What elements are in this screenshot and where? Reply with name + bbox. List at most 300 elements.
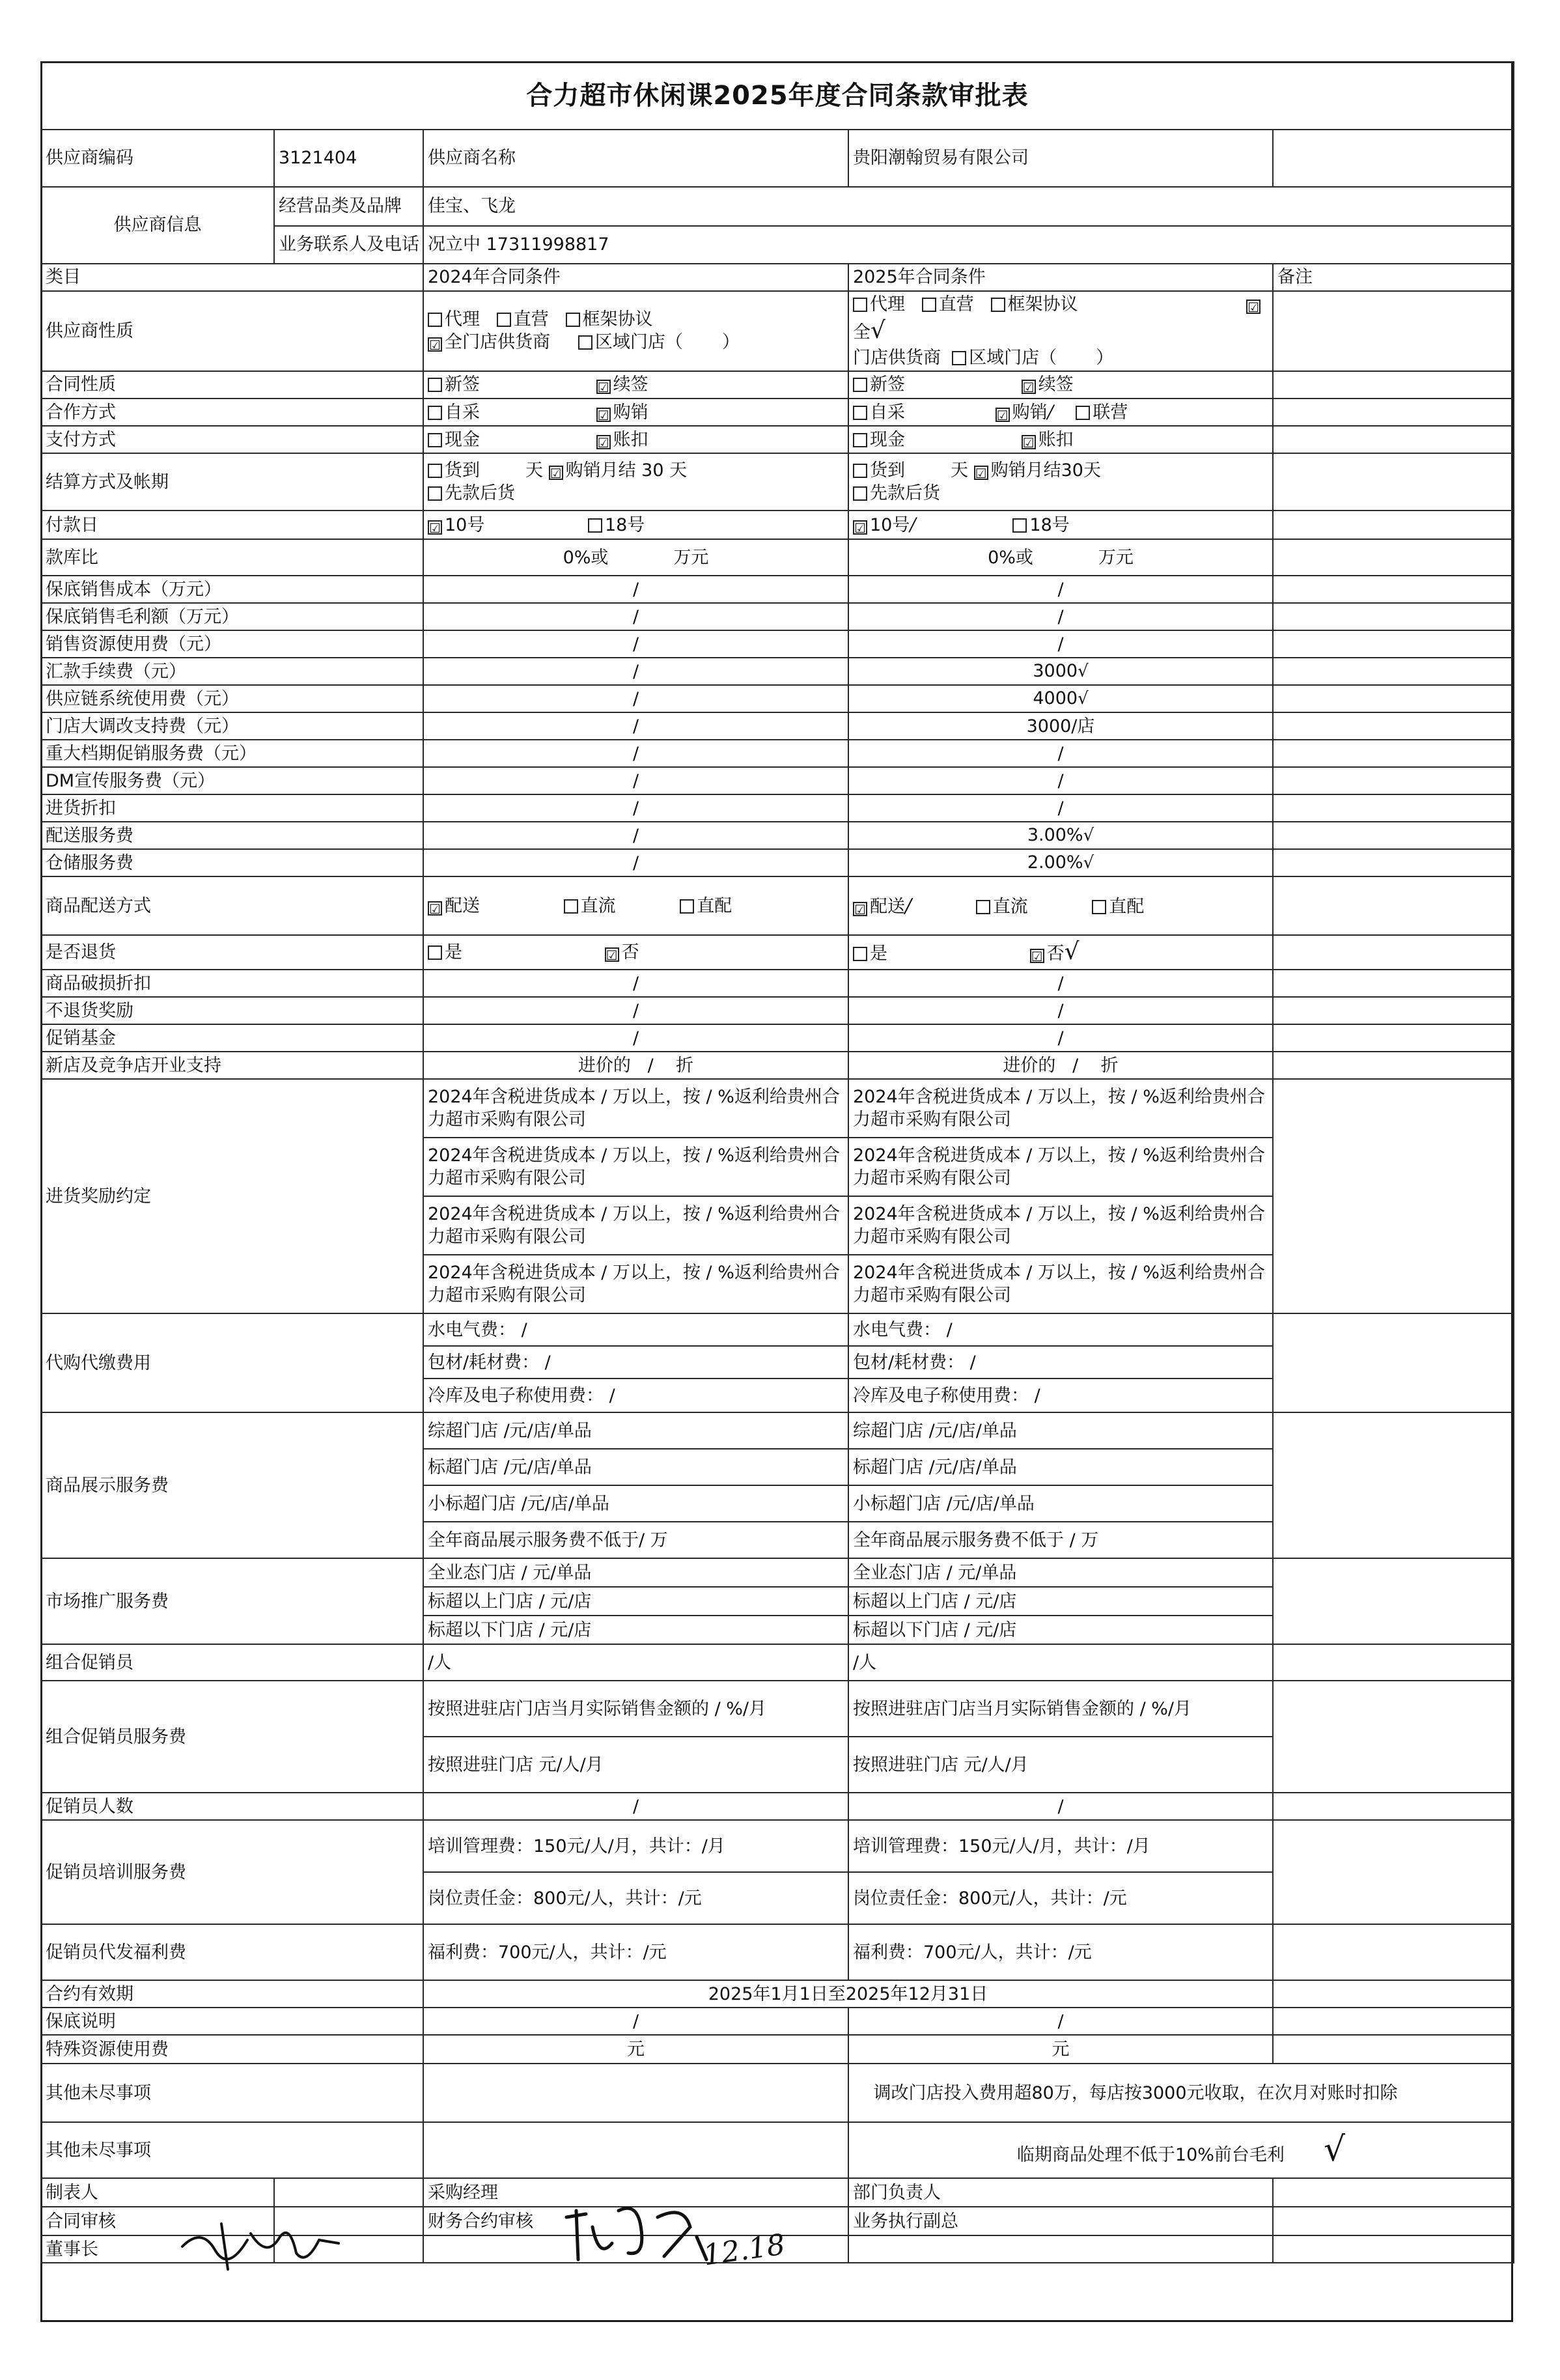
maker-signature[interactable] xyxy=(274,2178,423,2207)
return-yes-text-2025: 是 xyxy=(870,944,887,964)
rebate-2024: 2024年含税进货成本 / 万以上，按 / %返利给贵州合力超市采购有限公司 xyxy=(423,1138,848,1196)
settle-label: 结算方式及帐期 xyxy=(41,453,423,511)
nature-note xyxy=(1273,291,1514,371)
promo-market-note xyxy=(1273,1558,1514,1644)
dist-text: 配送 xyxy=(445,895,480,916)
fee-row-2025: / xyxy=(848,740,1273,767)
d18-checkbox[interactable] xyxy=(588,518,602,533)
self-checkbox-2025[interactable] xyxy=(853,406,867,420)
vp-label: 业务执行副总 xyxy=(848,2207,1273,2235)
fee-row-note xyxy=(1273,794,1514,822)
supplier-info-label: 供应商信息 xyxy=(41,187,274,264)
display-label: 商品展示服务费 xyxy=(41,1412,423,1558)
handwritten-tick-icon: √ xyxy=(1078,689,1089,709)
fee-row-label: 销售资源使用费（元） xyxy=(41,630,423,658)
guarantee-2024: / xyxy=(423,2008,848,2035)
d18-checkbox-2025[interactable] xyxy=(1012,518,1027,533)
supplier-code[interactable]: 3121404 xyxy=(274,130,423,187)
new-checkbox[interactable] xyxy=(428,378,442,392)
agent-text-2025: 代理 xyxy=(870,294,905,315)
contract-type-2025 xyxy=(848,371,1273,399)
joint-text-2025: 联营 xyxy=(1093,402,1128,423)
direct-flow-checkbox-2025[interactable] xyxy=(976,900,990,914)
other1-2024 xyxy=(423,2064,848,2122)
validity-label: 合约有效期 xyxy=(41,1980,423,2008)
display-l1-2025: 综超门店 /元/店/单品 xyxy=(848,1412,1273,1449)
header-2024: 2024年合同条件 xyxy=(423,264,848,291)
dist-text-2025: 配送 xyxy=(870,896,905,917)
prepay-text-2025: 先款后货 xyxy=(870,483,940,504)
region-checkbox-2025[interactable] xyxy=(952,351,966,365)
mid-row-label: 不退货奖励 xyxy=(41,997,423,1024)
agent-checkbox[interactable] xyxy=(428,313,442,327)
validity-value: 2025年1月1日至2025年12月31日 xyxy=(423,1980,1273,2008)
fee-row-2025: / xyxy=(848,794,1273,822)
direct-delivery-checkbox[interactable] xyxy=(680,899,694,914)
handwritten-tick-icon: / xyxy=(910,514,916,536)
direct-flow-checkbox[interactable] xyxy=(564,899,578,914)
new-store-label: 新店及竞争店开业支持 xyxy=(41,1052,423,1079)
direct-text: 直营 xyxy=(513,309,549,330)
new-store-post: 折 xyxy=(676,1055,694,1076)
promoter-count-2025: / xyxy=(848,1793,1273,1820)
coop-2025 xyxy=(848,399,1273,426)
cash-checkbox-2025[interactable] xyxy=(853,433,867,447)
d10-checkbox-2025[interactable]: ☑ xyxy=(853,520,867,535)
agency-cold-2025: 冷库及电子称使用费： / xyxy=(848,1379,1273,1412)
nature-label: 供应商性质 xyxy=(41,291,423,371)
new-store-pre: 进价的 xyxy=(578,1055,631,1076)
guarantee-label: 保底说明 xyxy=(41,2008,423,2035)
settle-2024 xyxy=(423,453,848,511)
cash-text-2025: 现金 xyxy=(870,429,905,450)
renew-checkbox-2025[interactable]: ☑ xyxy=(1022,380,1036,394)
prepay-text: 先款后货 xyxy=(445,483,515,504)
fee-row-label: 重大档期促销服务费（元） xyxy=(41,740,423,767)
contract-type-note xyxy=(1273,371,1514,399)
supplier-code-label: 供应商编码 xyxy=(41,130,274,187)
promo-market-l1-2024: 全业态门店 / 元/单品 xyxy=(423,1558,848,1587)
storage-fee-value: 2.00% xyxy=(1027,852,1083,873)
rebate-label: 进货奖励约定 xyxy=(41,1079,423,1313)
brand-label: 经营品类及品牌 xyxy=(274,187,423,226)
fee-row-label: 配送服务费 xyxy=(41,822,423,849)
other1-label: 其他未尽事项 xyxy=(41,2064,423,2122)
guarantee-2025: / xyxy=(848,2008,1273,2035)
account-text: 账扣 xyxy=(613,429,648,450)
other2-2024 xyxy=(423,2122,848,2178)
supplier-name-extra xyxy=(1273,130,1514,187)
welfare-note xyxy=(1273,1924,1514,1980)
system-fee-value: 4000 xyxy=(1033,688,1078,709)
fee-row-2025: 3000/店 xyxy=(848,712,1273,740)
header-category: 类目 xyxy=(41,264,423,291)
display-l2-2024: 标超门店 /元/店/单品 xyxy=(423,1449,848,1485)
all-store-checkbox[interactable]: ☑ xyxy=(428,337,442,352)
mid-row-2024: / xyxy=(423,970,848,997)
region-text-2025: 区域门店（ xyxy=(969,347,1057,368)
supplier-name[interactable]: 贵阳潮翰贸易有限公司 xyxy=(848,130,1273,187)
display-l1-2024: 综超门店 /元/店/单品 xyxy=(423,1412,848,1449)
brand-value[interactable]: 佳宝、飞龙 xyxy=(423,187,1514,226)
all-store-checkbox-2025[interactable]: ☑ xyxy=(1246,300,1261,314)
fee-row-label: 仓储服务费 xyxy=(41,849,423,876)
buy-checkbox[interactable]: ☑ xyxy=(596,408,611,422)
group-fee-l1-2025: 按照进驻店门店当月实际销售金额的 / %/月 xyxy=(848,1681,1273,1737)
vp-signature[interactable] xyxy=(1273,2207,1514,2235)
buyer-label: 采购经理 xyxy=(423,2178,848,2207)
return-yes-text: 是 xyxy=(445,942,462,963)
nature-2024 xyxy=(423,291,848,371)
delivery-2025 xyxy=(848,876,1273,935)
maker-handwritten-signature xyxy=(176,2220,345,2273)
special-2024: 元 xyxy=(423,2035,848,2064)
fee-row-2025 xyxy=(848,658,1273,685)
rebate-2025: 2024年含税进货成本 / 万以上，按 / %返利给贵州合力超市采购有限公司 xyxy=(848,1255,1273,1313)
payday-2025 xyxy=(848,511,1273,539)
rebate-2025: 2024年含税进货成本 / 万以上，按 / %返利给贵州合力超市采购有限公司 xyxy=(848,1138,1273,1196)
cash-text: 现金 xyxy=(445,429,480,450)
new-store-2024 xyxy=(423,1052,848,1079)
cod-checkbox-2025[interactable] xyxy=(853,464,867,478)
handwritten-tick-icon: √ xyxy=(1078,662,1089,682)
group-fee-l1-2024: 按照进驻店门店当月实际销售金额的 / %/月 xyxy=(423,1681,848,1737)
framework-text: 框架协议 xyxy=(582,309,653,330)
ratio-label: 款库比 xyxy=(41,539,423,576)
framework-text-2025: 框架协议 xyxy=(1007,294,1078,315)
fee-row-note xyxy=(1273,712,1514,740)
returns-2025 xyxy=(848,935,1273,970)
fee-row-note xyxy=(1273,740,1514,767)
prepay-checkbox-2025[interactable] xyxy=(853,486,867,501)
delivery-fee-value: 3.00% xyxy=(1027,825,1083,846)
other1-2025: 调改门店投入费用超80万，每店按3000元收取，在次月对账时扣除 xyxy=(848,2064,1514,2122)
contract-type-label: 合同性质 xyxy=(41,371,423,399)
handwritten-tick-icon: √ xyxy=(1064,938,1079,966)
fee-row-note xyxy=(1273,576,1514,603)
display-l2-2025: 标超门店 /元/店/单品 xyxy=(848,1449,1273,1485)
fee-row-2024: / xyxy=(423,685,848,712)
fee-row-2025 xyxy=(848,849,1273,876)
payday-label: 付款日 xyxy=(41,511,423,539)
mid-row-label: 促销基金 xyxy=(41,1024,423,1052)
gm-blank-note xyxy=(1273,2235,1514,2263)
rebate-2024: 2024年含税进货成本 / 万以上，按 / %返利给贵州合力超市采购有限公司 xyxy=(423,1255,848,1313)
handwritten-tick-icon: √ xyxy=(1083,853,1094,873)
fee-row-note xyxy=(1273,603,1514,630)
rebate-2024: 2024年含税进货成本 / 万以上，按 / %返利给贵州合力超市采购有限公司 xyxy=(423,1196,848,1255)
new-store-2025 xyxy=(848,1052,1273,1079)
d10-text: 10号 xyxy=(445,514,485,535)
fee-row-label: 保底销售毛利额（万元） xyxy=(41,603,423,630)
fee-row-label: DM宣传服务费（元） xyxy=(41,767,423,794)
validity-note xyxy=(1273,1980,1514,2008)
settle-2025 xyxy=(848,453,1273,511)
special-2025: 元 xyxy=(848,2035,1273,2064)
fee-row-2025: / xyxy=(848,630,1273,658)
renew-text-2025: 续签 xyxy=(1038,374,1074,395)
welfare-2024: 福利费：700元/人，共计：/元 xyxy=(423,1924,848,1980)
special-label: 特殊资源使用费 xyxy=(41,2035,423,2064)
ratio-unit-2025: 万元 xyxy=(1098,547,1134,568)
cod-text: 货到 xyxy=(445,460,480,481)
region-end-2025: ） xyxy=(1096,347,1114,368)
contact-value[interactable]: 况立中 17311998817 xyxy=(423,226,1514,264)
joint-checkbox-2025[interactable] xyxy=(1076,406,1090,420)
monthly-checkbox[interactable]: ☑ xyxy=(549,466,563,480)
all-store-text: 全门店供货商 xyxy=(445,332,550,353)
group-fee-note xyxy=(1273,1681,1514,1793)
direct-checkbox[interactable] xyxy=(497,313,511,327)
direct-checkbox-2025[interactable] xyxy=(922,298,936,312)
remit-fee-value: 3000 xyxy=(1033,661,1078,682)
d10-text-2025: 10号 xyxy=(870,515,910,536)
return-no-text-2025: 否 xyxy=(1046,944,1065,964)
group-fee-label: 组合促销员服务费 xyxy=(41,1681,423,1793)
coop-note xyxy=(1273,399,1514,426)
fee-row-2024: / xyxy=(423,849,848,876)
fee-row-2024: / xyxy=(423,767,848,794)
welfare-2025: 福利费：700元/人，共计：/元 xyxy=(848,1924,1273,1980)
mid-row-2025: / xyxy=(848,1024,1273,1052)
payment-note xyxy=(1273,426,1514,453)
delivery-label: 商品配送方式 xyxy=(41,876,423,935)
direct-flow-text: 直流 xyxy=(580,895,616,916)
direct-delivery-text: 直配 xyxy=(697,895,732,916)
agency-cold-2024: 冷库及电子称使用费： / xyxy=(423,1379,848,1412)
return-no-checkbox[interactable]: ☑ xyxy=(605,947,619,962)
self-checkbox[interactable] xyxy=(428,406,442,420)
agency-packing-2025: 包材/耗材费： / xyxy=(848,1346,1273,1379)
agency-note xyxy=(1273,1313,1514,1412)
header-2025: 2025年合同条件 xyxy=(848,264,1273,291)
monthly-text: 购销月结 30 天 xyxy=(565,460,688,481)
direct-flow-text-2025: 直流 xyxy=(992,896,1028,917)
payment-label: 支付方式 xyxy=(41,426,423,453)
gm-label: 董事长 xyxy=(41,2235,274,2263)
dept-label: 部门负责人 xyxy=(848,2178,1273,2207)
framework-checkbox[interactable] xyxy=(566,313,580,327)
account-checkbox-2025[interactable]: ☑ xyxy=(1022,435,1036,449)
fee-row-2025: / xyxy=(848,767,1273,794)
buy-text: 购销 xyxy=(613,402,648,423)
direct-delivery-text-2025: 直配 xyxy=(1109,896,1145,917)
ratio-value-2025: 0%或 xyxy=(988,547,1033,568)
payment-2024 xyxy=(423,426,848,453)
rebate-2025: 2024年含税进货成本 / 万以上，按 / %返利给贵州合力超市采购有限公司 xyxy=(848,1196,1273,1255)
fee-row-2024: / xyxy=(423,658,848,685)
group-fee-l2-2024: 按照进驻门店 元/人/月 xyxy=(423,1737,848,1793)
form-title: 合力超市休闲课2025年度合同条款审批表 xyxy=(41,62,1514,130)
special-note xyxy=(1273,2035,1514,2064)
fee-row-note xyxy=(1273,849,1514,876)
framework-checkbox-2025[interactable] xyxy=(991,298,1005,312)
dist-checkbox-2025[interactable]: ☑ xyxy=(853,902,867,916)
fee-row-2024: / xyxy=(423,822,848,849)
returns-note xyxy=(1273,935,1514,970)
cash-checkbox[interactable] xyxy=(428,433,442,447)
fee-row-2024: / xyxy=(423,740,848,767)
fee-row-2024: / xyxy=(423,630,848,658)
new-text-2025: 新签 xyxy=(870,374,905,395)
ratio-value-2024: 0%或 xyxy=(563,547,609,568)
nature-2025 xyxy=(848,291,1273,371)
fee-row-2025: / xyxy=(848,603,1273,630)
gm-blank-2025 xyxy=(848,2235,1273,2263)
new-store-post-2025: 折 xyxy=(1100,1055,1119,1076)
dist-checkbox[interactable]: ☑ xyxy=(428,901,442,916)
fee-row-note xyxy=(1273,822,1514,849)
delivery-2024 xyxy=(423,876,848,935)
agency-packing-2024: 包材/耗材费： / xyxy=(423,1346,848,1379)
settle-note xyxy=(1273,453,1514,511)
handwritten-tick-icon: / xyxy=(1047,400,1054,423)
training-l2-2025: 岗位责任金：800元/人，共计：/元 xyxy=(848,1872,1273,1924)
new-text: 新签 xyxy=(445,374,480,395)
new-checkbox-2025[interactable] xyxy=(853,378,867,392)
approval-form xyxy=(40,61,1514,2263)
ratio-2025 xyxy=(848,539,1273,576)
coop-label: 合作方式 xyxy=(41,399,423,426)
return-no-checkbox-2025[interactable]: ☑ xyxy=(1030,949,1044,963)
region-checkbox[interactable] xyxy=(578,335,592,350)
group-promoter-2024: /人 xyxy=(423,1644,848,1681)
buy-checkbox-2025[interactable]: ☑ xyxy=(996,408,1010,422)
d18-text: 18号 xyxy=(604,514,645,535)
promo-market-l3-2024: 标超以下门店 / 元/店 xyxy=(423,1616,848,1644)
all-store-text-2025a: 全 xyxy=(853,322,871,343)
fee-row-note xyxy=(1273,685,1514,712)
new-store-slash-2025: / xyxy=(1072,1055,1079,1076)
maker-label: 制表人 xyxy=(41,2178,274,2207)
fee-row-note xyxy=(1273,658,1514,685)
header-note: 备注 xyxy=(1273,264,1514,291)
account-checkbox[interactable]: ☑ xyxy=(596,435,611,449)
group-promoter-2025: /人 xyxy=(848,1644,1273,1681)
d18-text-2025: 18号 xyxy=(1029,515,1070,536)
training-l1-2025: 培训管理费：150元/人/月，共计：/月 xyxy=(848,1820,1273,1872)
handwritten-tick-icon: / xyxy=(905,894,912,917)
fee-row-2025 xyxy=(848,685,1273,712)
promo-market-l2-2024: 标超以上门店 / 元/店 xyxy=(423,1587,848,1616)
rebate-note xyxy=(1273,1079,1514,1313)
promo-market-label: 市场推广服务费 xyxy=(41,1558,423,1644)
display-l3-2024: 小标超门店 /元/店/单品 xyxy=(423,1485,848,1522)
return-yes-checkbox-2025[interactable] xyxy=(853,947,867,961)
day-text: 天 xyxy=(525,460,543,481)
region-text: 区域门店（ xyxy=(594,332,683,353)
d10-checkbox[interactable]: ☑ xyxy=(428,520,442,535)
promoter-count-label: 促销员人数 xyxy=(41,1793,423,1820)
display-l4-2025: 全年商品展示服务费不低于 / 万 xyxy=(848,1522,1273,1558)
display-note xyxy=(1273,1412,1514,1558)
direct-text-2025: 直营 xyxy=(938,294,974,315)
fee-row-2024: / xyxy=(423,603,848,630)
fee-row-2025 xyxy=(848,822,1273,849)
cod-checkbox[interactable] xyxy=(428,464,442,478)
ratio-unit-2024: 万元 xyxy=(673,547,709,568)
day-text-2025: 天 xyxy=(951,460,968,481)
fee-row-label: 供应链系统使用费（元） xyxy=(41,685,423,712)
payday-note xyxy=(1273,511,1514,539)
return-no-text: 否 xyxy=(621,942,639,963)
handwritten-tick-icon: √ xyxy=(871,317,885,344)
training-l1-2024: 培训管理费：150元/人/月，共计：/月 xyxy=(423,1820,848,1872)
promo-market-l2-2025: 标超以上门店 / 元/店 xyxy=(848,1587,1273,1616)
agent-checkbox-2025[interactable] xyxy=(853,298,867,312)
welfare-label: 促销员代发福利费 xyxy=(41,1924,423,1980)
returns-2024 xyxy=(423,935,848,970)
renew-checkbox[interactable]: ☑ xyxy=(596,380,611,394)
buyer-date-scrawl: 12.18 xyxy=(701,2228,787,2273)
rebate-2025: 2024年含税进货成本 / 万以上，按 / %返利给贵州合力超市采购有限公司 xyxy=(848,1079,1273,1138)
promoter-count-2024: / xyxy=(423,1793,848,1820)
agent-text: 代理 xyxy=(445,309,480,330)
self-text: 自采 xyxy=(445,402,480,423)
fee-row-label: 保底销售成本（万元） xyxy=(41,576,423,603)
fee-row-2024: / xyxy=(423,576,848,603)
new-store-note xyxy=(1273,1052,1514,1079)
fee-row-label: 门店大调改支持费（元） xyxy=(41,712,423,740)
display-l3-2025: 小标超门店 /元/店/单品 xyxy=(848,1485,1273,1522)
group-promoter-note xyxy=(1273,1644,1514,1681)
mid-row-note xyxy=(1273,997,1514,1024)
region-end: ） xyxy=(722,332,740,353)
ratio-2024 xyxy=(423,539,848,576)
buy-text-2025: 购销 xyxy=(1012,402,1048,423)
contract-type-2024 xyxy=(423,371,848,399)
audit-label: 合同审核 xyxy=(41,2207,274,2235)
handwritten-tick-icon: √ xyxy=(1083,826,1094,846)
supplier-name-label: 供应商名称 xyxy=(423,130,848,187)
promo-market-l1-2025: 全业态门店 / 元/单品 xyxy=(848,1558,1273,1587)
mid-row-note xyxy=(1273,1024,1514,1052)
fee-row-note xyxy=(1273,630,1514,658)
fee-row-note xyxy=(1273,767,1514,794)
agency-water-2024: 水电气费： / xyxy=(423,1313,848,1346)
training-l2-2024: 岗位责任金：800元/人，共计：/元 xyxy=(423,1872,848,1924)
mid-row-2024: / xyxy=(423,1024,848,1052)
training-label: 促销员培训服务费 xyxy=(41,1820,423,1924)
direct-delivery-checkbox-2025[interactable] xyxy=(1092,900,1106,914)
mid-row-2025: / xyxy=(848,970,1273,997)
finance-label: 财务合约审核 xyxy=(423,2207,848,2235)
prepay-checkbox[interactable] xyxy=(428,486,442,501)
other2-2025 xyxy=(848,2122,1514,2178)
mid-row-2024: / xyxy=(423,997,848,1024)
monthly-text-2025: 购销月结30天 xyxy=(990,460,1101,481)
delivery-note xyxy=(1273,876,1514,935)
fee-row-label: 汇款手续费（元） xyxy=(41,658,423,685)
payday-2024 xyxy=(423,511,848,539)
agency-label: 代购代缴费用 xyxy=(41,1313,423,1412)
new-store-slash: / xyxy=(647,1055,654,1076)
account-text-2025: 账扣 xyxy=(1038,429,1074,450)
rebate-2024: 2024年含税进货成本 / 万以上，按 / %返利给贵州合力超市采购有限公司 xyxy=(423,1079,848,1138)
cod-text-2025: 货到 xyxy=(870,460,905,481)
return-yes-checkbox[interactable] xyxy=(428,945,442,960)
mid-row-note xyxy=(1273,970,1514,997)
all-store-text-2025b: 门店供货商 xyxy=(853,347,941,368)
other2-label: 其他未尽事项 xyxy=(41,2122,423,2178)
new-store-pre-2025: 进价的 xyxy=(1003,1055,1056,1076)
fee-row-2024: / xyxy=(423,712,848,740)
group-promoter-label: 组合促销员 xyxy=(41,1644,423,1681)
promoter-count-note xyxy=(1273,1793,1514,1820)
dept-signature[interactable] xyxy=(1273,2178,1514,2207)
monthly-checkbox-2025[interactable]: ☑ xyxy=(974,466,988,480)
group-fee-l2-2025: 按照进驻门店 元/人/月 xyxy=(848,1737,1273,1793)
